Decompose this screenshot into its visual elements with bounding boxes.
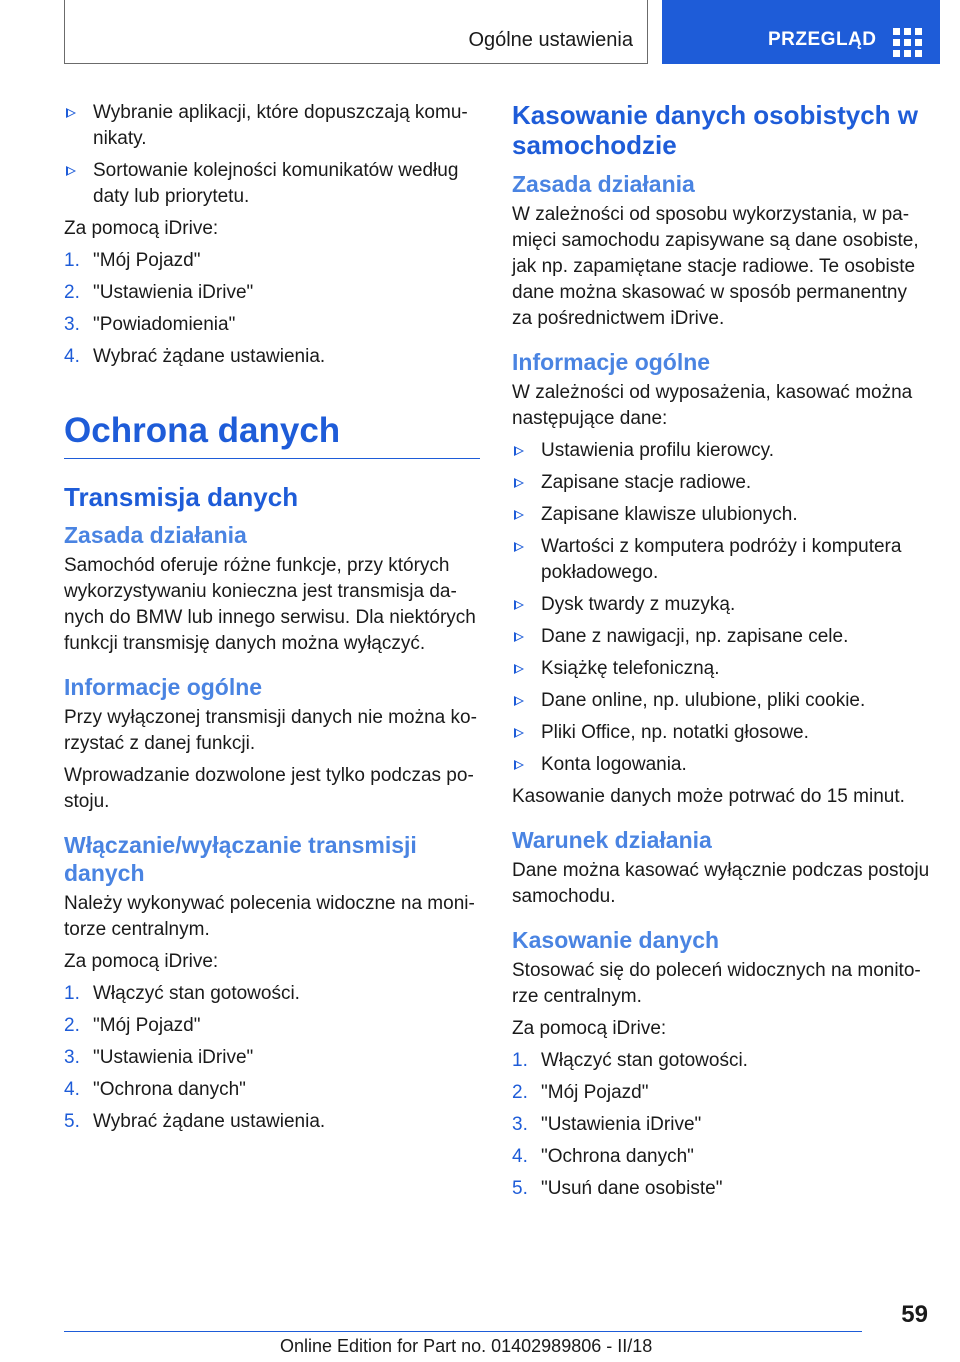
paragraph: Przy wyłączonej transmisji danych nie można korzystać z danej funkcji. bbox=[64, 707, 477, 754]
triangle-bullet-icon bbox=[514, 696, 524, 706]
paragraph: W zależności od sposobu wykorzystania, w pamięci samochodu zapisywane są dane osobiste, jak np. zapamiętane stacje radiowe. Te osobiste dane można skasować w sposób permanentny za pośrednictwem iDrive. bbox=[512, 204, 919, 329]
list-item: 1. Włączyć stan gotowości. bbox=[64, 983, 300, 1004]
list-item: 4. Wybrać żądane ustawienia. bbox=[64, 346, 326, 367]
idrive-label: Za pomocą iDrive: bbox=[64, 951, 219, 972]
list-item: Zapisane stacje radiowe. bbox=[512, 470, 932, 496]
paragraph: Należy wykonywać polecenia widoczne na monitorze centralnym. bbox=[64, 893, 475, 940]
list-item: Konta logowania. bbox=[512, 752, 932, 778]
list-item: Wartości z komputera podróży i komputera pokładowego. bbox=[512, 534, 932, 586]
right-column bbox=[512, 100, 932, 1208]
list-item: 2. "Mój Pojazd" bbox=[64, 1015, 201, 1036]
chapter-heading: Ochrona danych bbox=[64, 410, 480, 459]
steps-list bbox=[64, 981, 480, 1135]
bullet-list bbox=[512, 438, 932, 778]
list-item: Dane z nawigacji, np. zapisane cele. bbox=[512, 624, 932, 650]
triangle-bullet-icon bbox=[514, 478, 524, 488]
footer-divider bbox=[64, 1331, 862, 1332]
subsection-heading: Informacje ogólne bbox=[64, 674, 263, 700]
paragraph: Stosować się do poleceń widocznych na monitorze centralnym. bbox=[512, 960, 921, 1007]
list-item: Zapisane klawisze ulubionych. bbox=[512, 502, 932, 528]
list-item: Pliki Office, np. notatki głosowe. bbox=[512, 720, 932, 746]
triangle-bullet-icon bbox=[514, 728, 524, 738]
section-heading: Kasowanie danych osobistych w samochodzie bbox=[512, 100, 918, 160]
subsection-heading: Zasada działania bbox=[64, 522, 247, 548]
list-item: Wybranie aplikacji, które dopuszczają komunikaty. bbox=[64, 100, 480, 152]
list-item: 3. "Ustawienia iDrive" bbox=[512, 1114, 702, 1135]
subsection-heading: Zasada działania bbox=[512, 171, 695, 197]
triangle-bullet-icon bbox=[514, 600, 524, 610]
bullet-list bbox=[64, 100, 480, 210]
list-item: Dysk twardy z muzyką. bbox=[512, 592, 932, 618]
list-item: 4. "Ochrona danych" bbox=[64, 1079, 246, 1100]
paragraph: Kasowanie danych może potrwać do 15 minut. bbox=[512, 786, 905, 807]
triangle-bullet-icon bbox=[66, 108, 76, 118]
triangle-bullet-icon bbox=[514, 542, 524, 552]
list-item: 2. "Ustawienia iDrive" bbox=[64, 282, 254, 303]
grid-menu-icon bbox=[893, 28, 922, 57]
section-title: Ogólne ustawienia bbox=[468, 29, 633, 51]
list-item: 1. Włączyć stan gotowości. bbox=[512, 1050, 748, 1071]
list-item: 3. "Powiadomienia" bbox=[64, 314, 236, 335]
page-number: 59 bbox=[901, 1301, 928, 1328]
left-column bbox=[64, 100, 480, 1141]
triangle-bullet-icon bbox=[514, 632, 524, 642]
steps-list bbox=[64, 248, 480, 370]
list-item: 5. Wybrać żądane ustawienia. bbox=[64, 1111, 326, 1132]
idrive-label: Za pomocą iDrive: bbox=[512, 1018, 667, 1039]
paragraph: Wprowadzanie dozwolone jest tylko podczas postoju. bbox=[64, 765, 474, 812]
subsection-heading: Warunek działania bbox=[512, 827, 712, 853]
section-heading: Transmisja danych bbox=[64, 482, 299, 512]
subsection-heading: Informacje ogólne bbox=[512, 349, 711, 375]
triangle-bullet-icon bbox=[514, 760, 524, 770]
overview-button[interactable] bbox=[662, 0, 940, 64]
paragraph: Dane można kasować wyłącznie podczas postoju samochodu. bbox=[512, 860, 930, 907]
idrive-label: Za pomocą iDrive: bbox=[64, 218, 219, 239]
subsection-heading: Kasowanie danych bbox=[512, 927, 720, 953]
list-item: 3. "Ustawienia iDrive" bbox=[64, 1047, 254, 1068]
edition-text: Online Edition for Part no. 01402989806 - II/18 bbox=[280, 1336, 653, 1356]
overview-label: PRZEGLĄD bbox=[768, 29, 877, 50]
list-item: Dane online, np. ulubione, pliki cookie. bbox=[512, 688, 932, 714]
header-section-tab[interactable] bbox=[64, 0, 648, 64]
paragraph: W zależności od wyposażenia, kasować można następujące dane: bbox=[512, 382, 913, 429]
triangle-bullet-icon bbox=[66, 166, 76, 176]
list-item: Ustawienia profilu kierowcy. bbox=[512, 438, 932, 464]
list-item: 4. "Ochrona danych" bbox=[512, 1146, 694, 1167]
list-item: 5. "Usuń dane osobiste" bbox=[512, 1178, 723, 1199]
triangle-bullet-icon bbox=[514, 510, 524, 520]
subsection-heading: Włączanie/wyłączanie transmisji danych bbox=[64, 832, 417, 886]
list-item: Sortowanie kolejności komunikatów według daty lub priorytetu. bbox=[64, 158, 480, 210]
paragraph: Samochód oferuje różne funkcje, przy których wykorzystywaniu konieczna jest transmisja danych do BMW lub innego serwisu. Dla niektórych funkcji transmisję danych można wyłączyć. bbox=[64, 555, 476, 654]
list-item: 1. "Mój Pojazd" bbox=[64, 250, 201, 271]
triangle-bullet-icon bbox=[514, 664, 524, 674]
list-item: 2. "Mój Pojazd" bbox=[512, 1082, 649, 1103]
steps-list bbox=[512, 1048, 932, 1202]
triangle-bullet-icon bbox=[514, 446, 524, 456]
list-item: Książkę telefoniczną. bbox=[512, 656, 932, 682]
